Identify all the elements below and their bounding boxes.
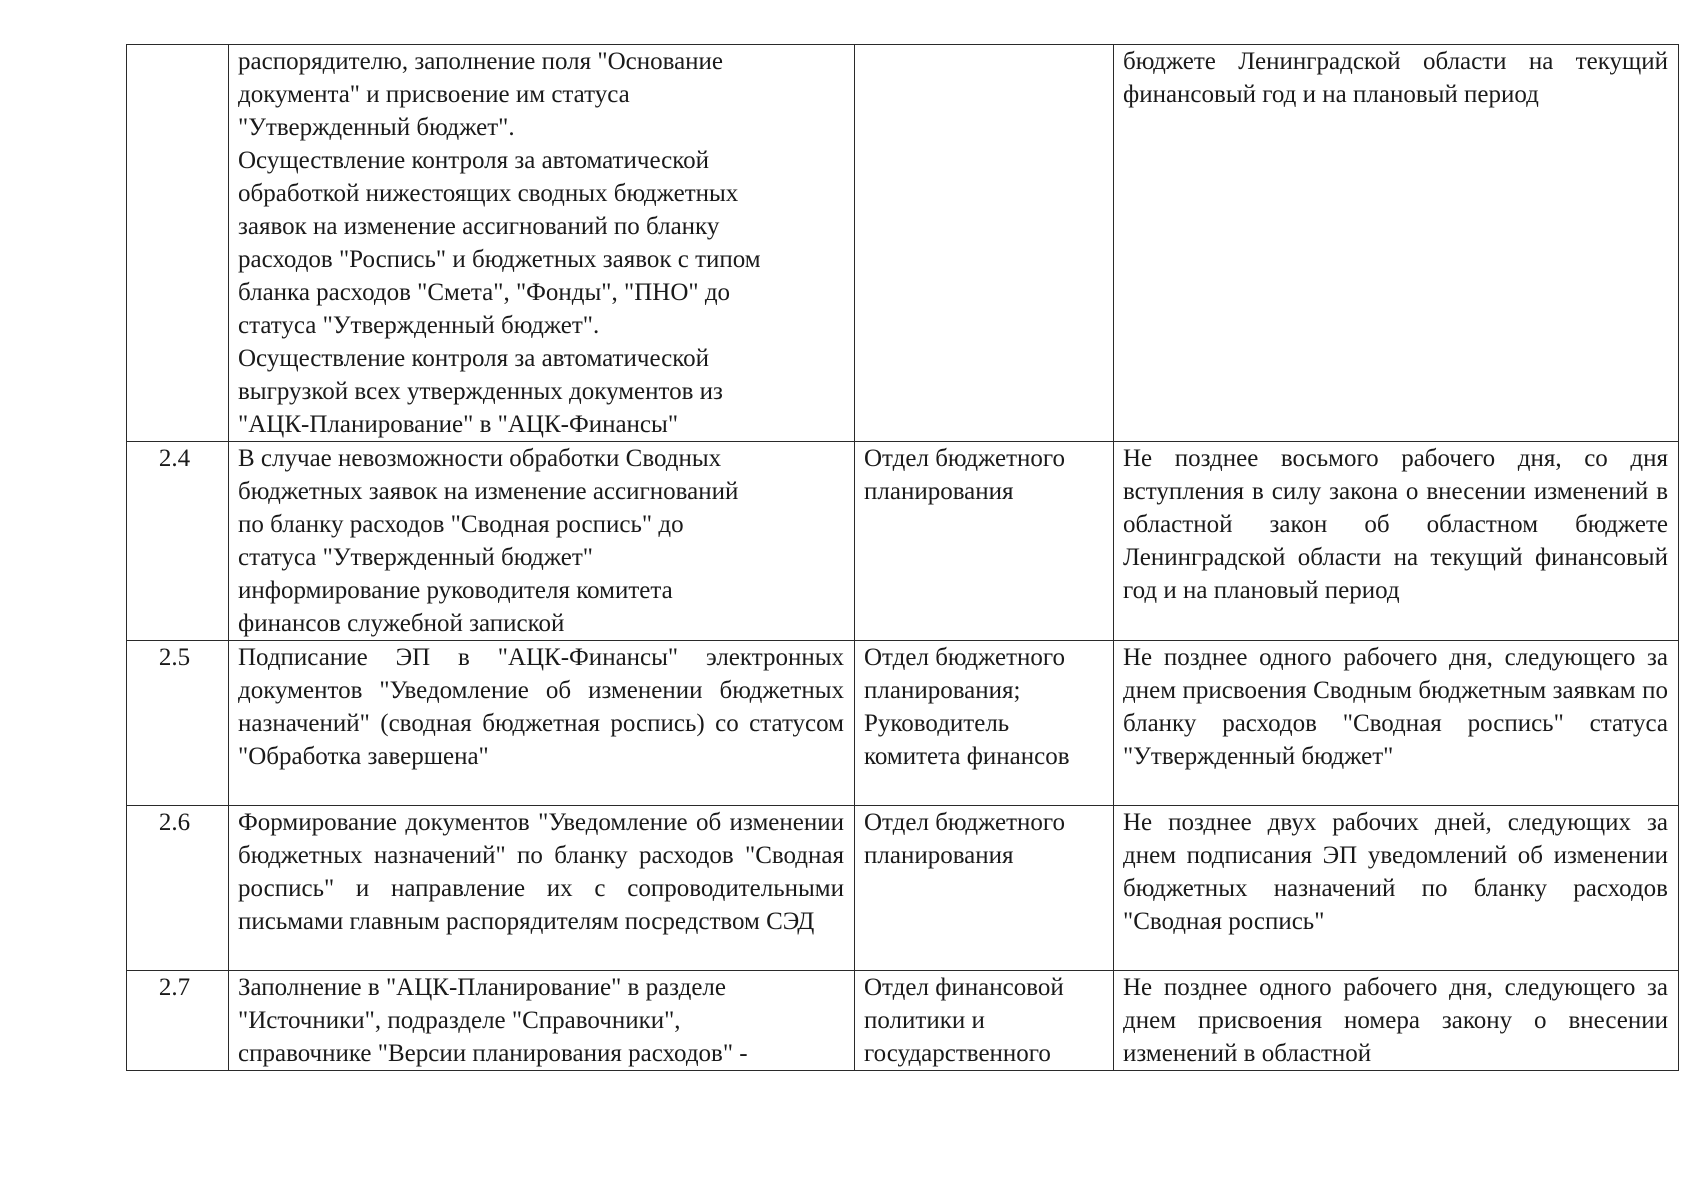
responsible-line: Отдел финансовой	[864, 974, 1064, 1001]
action-line: документа" и присвоение им статуса	[238, 81, 630, 108]
row-number	[127, 45, 229, 442]
action-cell	[229, 442, 855, 641]
responsible-line: Руководитель	[864, 710, 1010, 737]
action-line: "Утвержденный бюджет".	[238, 114, 515, 141]
action-line: "Источники", подразделе "Справочники",	[238, 1007, 681, 1034]
responsible-line: Отдел бюджетного	[864, 445, 1066, 472]
term-cell: Не позднее одного рабочего дня, следующего за днем присвоения Сводным бюджетным заявкам по бланку расходов "Сводная роспись" статуса "Утвержденный бюджет"	[1114, 641, 1679, 806]
action-line: расходов "Роспись" и бюджетных заявок с типом	[238, 246, 761, 273]
action-line: заявок на изменение ассигнований по бланку	[238, 213, 720, 240]
procedure-table	[126, 44, 1679, 1071]
action-line: Заполнение в "АЦК-Планирование" в разделе	[238, 974, 726, 1001]
action-line: Осуществление контроля за автоматической	[238, 147, 710, 174]
responsible-cell	[855, 806, 1114, 971]
responsible-line: планирования;	[864, 677, 1021, 704]
action-cell	[229, 971, 855, 1071]
action-line: по бланку расходов "Сводная роспись" до	[238, 511, 684, 538]
responsible-line: планирования	[864, 478, 1014, 505]
action-line: обработкой нижестоящих сводных бюджетных	[238, 180, 739, 207]
responsible-line: государственного	[864, 1040, 1051, 1067]
responsible-cell	[855, 971, 1114, 1071]
responsible-line: планирования	[864, 842, 1014, 869]
action-cell: Формирование документов "Уведомление об изменении бюджетных назначений" по бланку расходов "Сводная роспись" и направление их с сопроводительными письмами главным распорядителям посредством СЭД	[229, 806, 855, 971]
term-cell: Не позднее двух рабочих дней, следующих за днем подписания ЭП уведомлений об изменении бюджетных назначений по бланку расходов "Сводная роспись"	[1114, 806, 1679, 971]
action-line: информирование руководителя комитета	[238, 577, 673, 604]
responsible-line: Отдел бюджетного	[864, 809, 1066, 836]
responsible-line: комитета финансов	[864, 743, 1070, 770]
table-row	[127, 806, 1679, 971]
action-line: бюджетных заявок на изменение ассигнований	[238, 478, 739, 505]
action-line: справочнике "Версии планирования расходов" -	[238, 1040, 748, 1067]
responsible-line: Отдел бюджетного	[864, 644, 1066, 671]
table-row	[127, 45, 1679, 442]
action-line: финансов служебной запиской	[238, 610, 565, 637]
action-line: В случае невозможности обработки Сводных	[238, 445, 722, 472]
row-number: 2.4	[127, 442, 229, 641]
action-cell: Подписание ЭП в "АЦК-Финансы" электронных документов "Уведомление об изменении бюджетных назначений" (сводная бюджетная роспись) со статусом "Обработка завершена"	[229, 641, 855, 806]
responsible-cell	[855, 45, 1114, 442]
table-row	[127, 442, 1679, 641]
term-cell: Не позднее одного рабочего дня, следующего за днем присвоения номера закону о внесении изменений в областной	[1114, 971, 1679, 1071]
term-cell: Не позднее восьмого рабочего дня, со дня вступления в силу закона о внесении изменений в областной закон об областном бюджете Ленинградской области на текущий финансовый год и на плановый период	[1114, 442, 1679, 641]
row-number: 2.5	[127, 641, 229, 806]
action-line: "АЦК-Планирование" в "АЦК-Финансы"	[238, 411, 679, 438]
action-line: выгрузкой всех утвержденных документов из	[238, 378, 723, 405]
responsible-line: политики и	[864, 1007, 985, 1034]
action-cell	[229, 45, 855, 442]
action-line: статуса "Утвержденный бюджет"	[238, 544, 593, 571]
table-row	[127, 971, 1679, 1071]
term-cell: бюджете Ленинградской области на текущий финансовый год и на плановый период	[1114, 45, 1679, 442]
responsible-cell	[855, 641, 1114, 806]
table-row	[127, 641, 1679, 806]
row-number: 2.6	[127, 806, 229, 971]
action-line: бланка расходов "Смета", "Фонды", "ПНО" до	[238, 279, 731, 306]
action-line: распорядителю, заполнение поля "Основание	[238, 48, 724, 75]
row-number: 2.7	[127, 971, 229, 1071]
responsible-cell	[855, 442, 1114, 641]
action-line: Осуществление контроля за автоматической	[238, 345, 710, 372]
action-line: статуса "Утвержденный бюджет".	[238, 312, 600, 339]
